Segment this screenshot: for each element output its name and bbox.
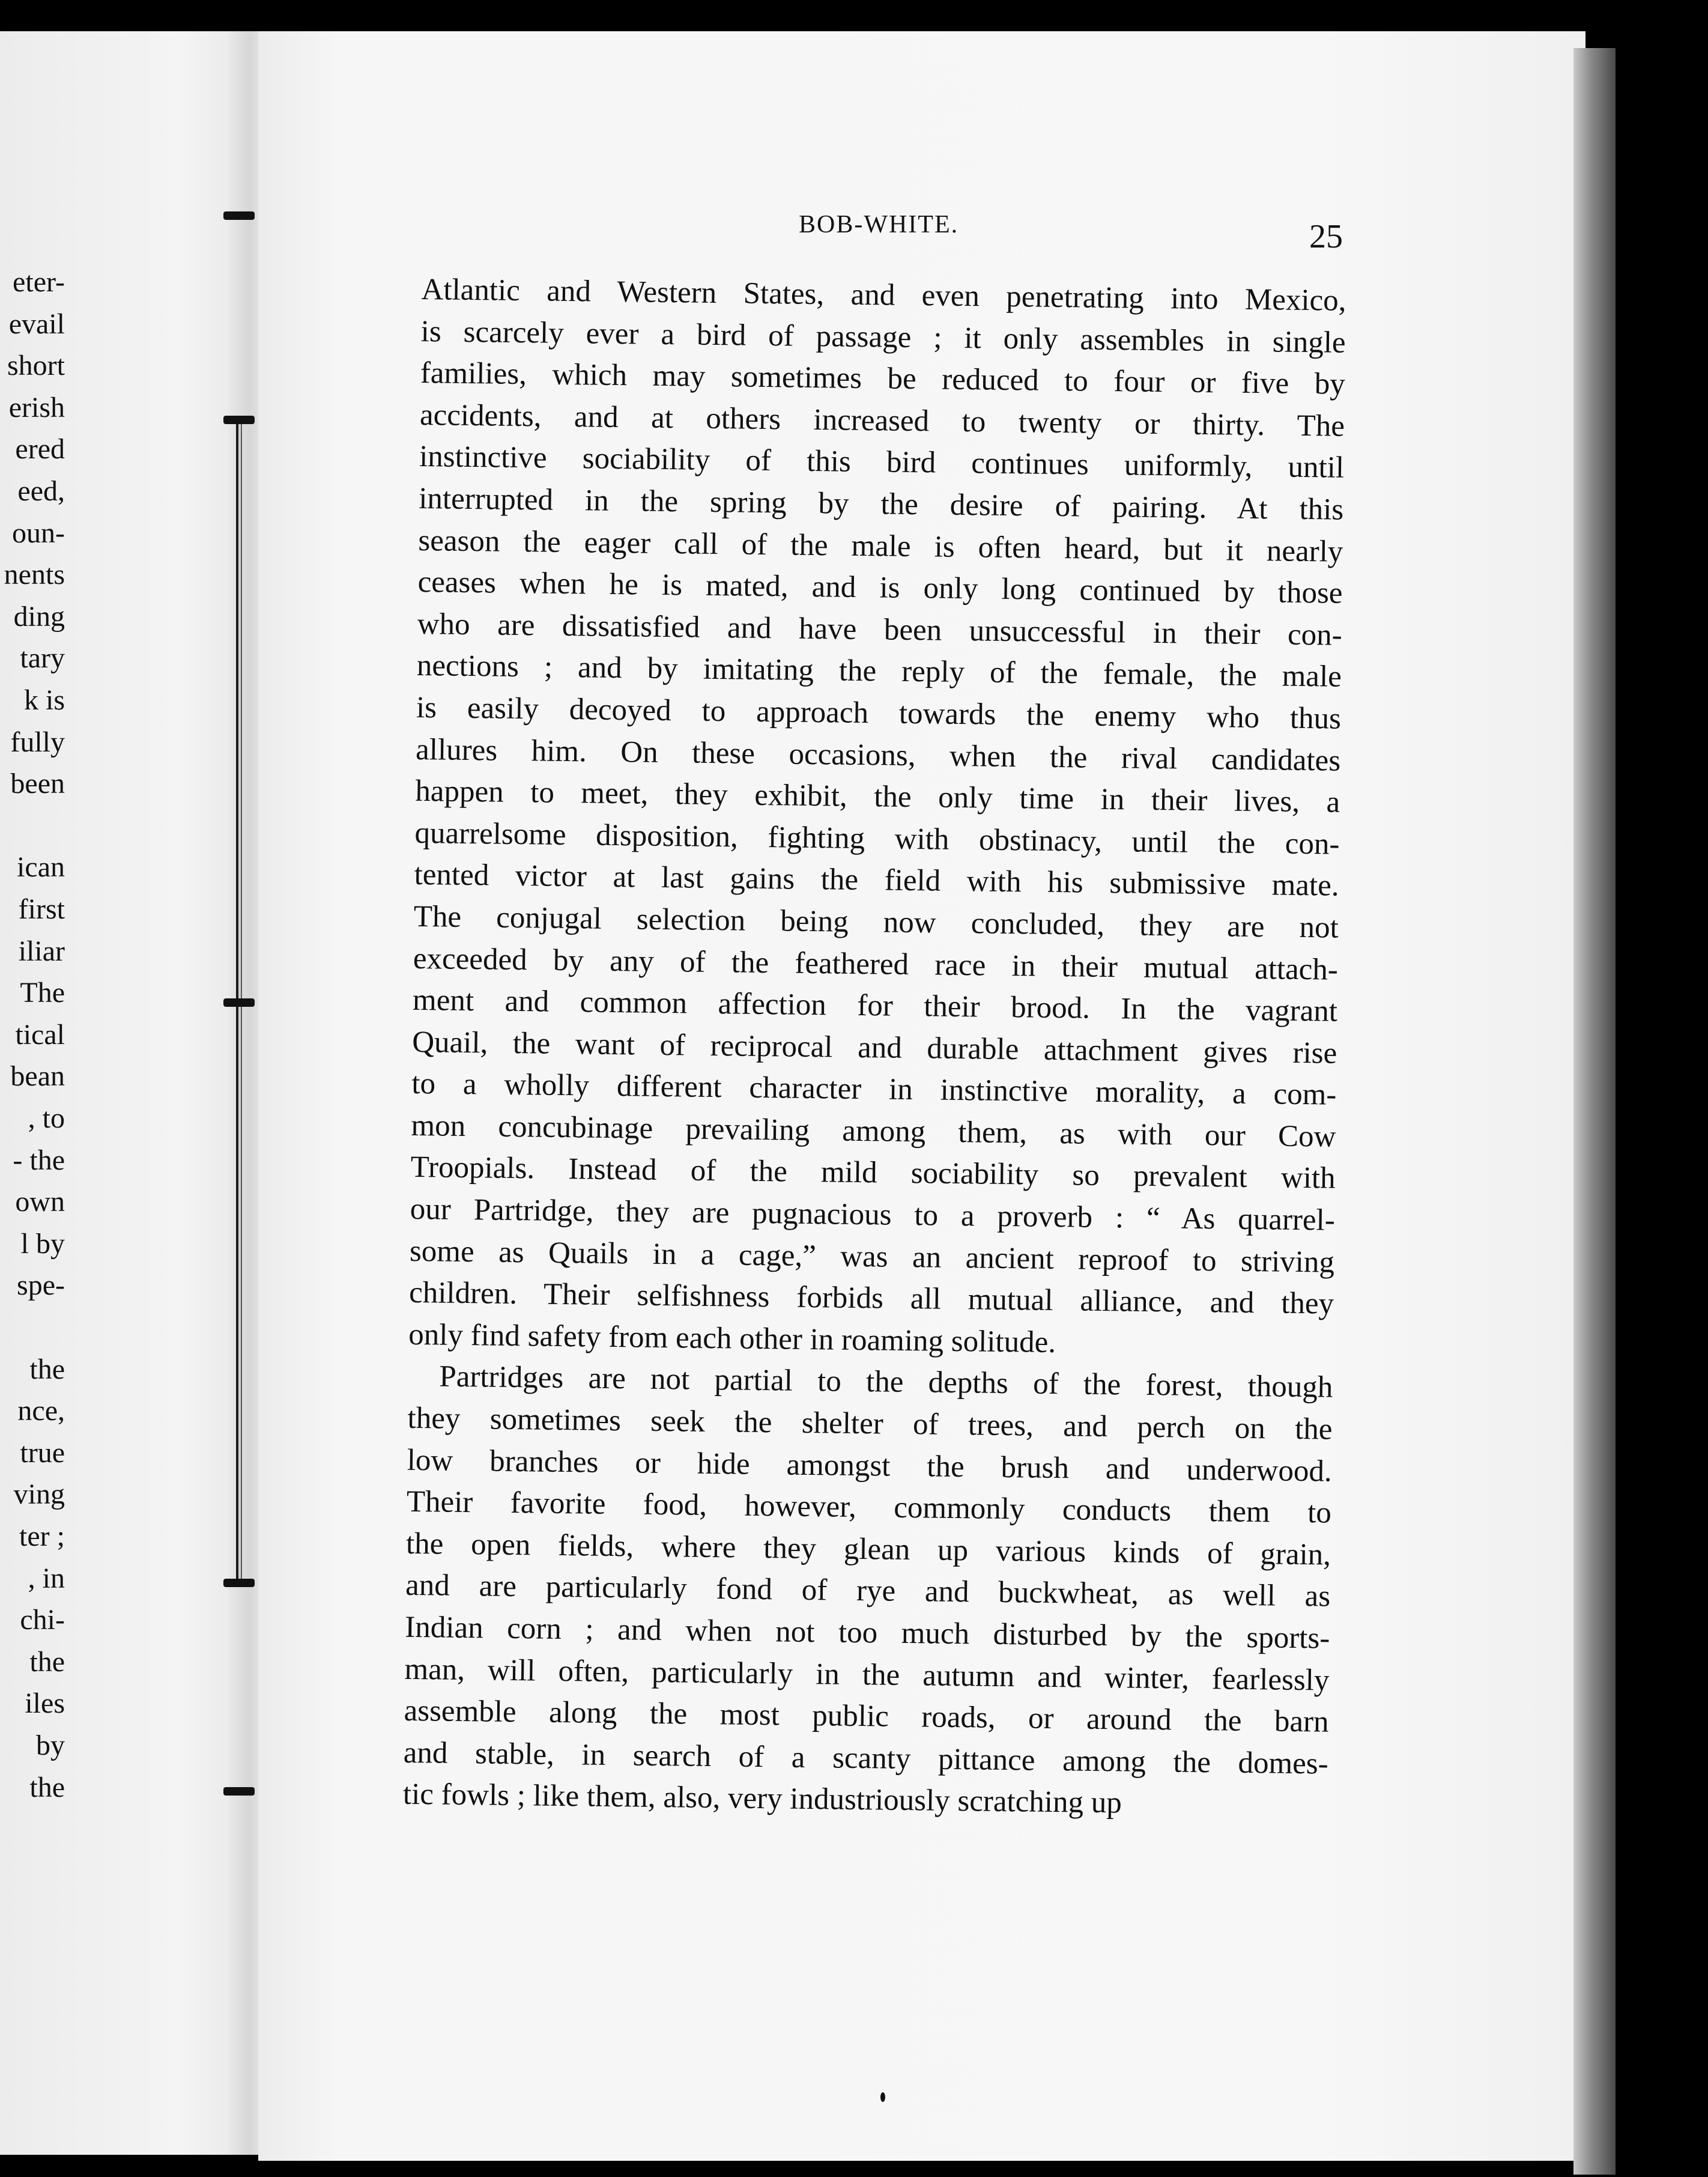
text-line: mon concubinage prevailing among them, as with our Cow	[411, 1108, 1336, 1154]
left-page-fragment: the	[29, 1771, 65, 1803]
left-page-fragment: erish	[8, 391, 65, 424]
left-page-fragment: l by	[20, 1227, 65, 1260]
text-line: our Partridge, they are pugnacious to a proverb : “ As quarrel-	[410, 1192, 1336, 1237]
left-page-fragment: , in	[28, 1562, 65, 1594]
left-page-fragment: bean	[10, 1060, 65, 1093]
text-line: who are dissatisfied and have been unsuccessful in their con-	[417, 607, 1343, 652]
text-line: quarrelsome disposition, fighting with obstinacy, until the con-	[414, 816, 1340, 861]
left-page-fragment: k is	[23, 684, 65, 716]
left-page-fragment: own	[15, 1186, 65, 1218]
left-page-fragment: by	[36, 1729, 65, 1761]
left-page-fragment: been	[10, 768, 65, 800]
left-page-fragment: nents	[4, 559, 65, 591]
text-line: children. Their selfishness forbids all mutual alliance, and they	[408, 1276, 1334, 1321]
text-line: nections ; and by imitating the reply of the female, the male	[416, 649, 1342, 694]
left-facing-page	[0, 31, 258, 2155]
text-line: tic fowls ; like them, also, very industriously scratching up	[402, 1778, 1122, 1820]
text-line: and are particularly fond of rye and buckwheat, as well as	[405, 1568, 1331, 1614]
left-page-fragment: nce,	[17, 1395, 65, 1427]
page-number: 25	[1309, 218, 1343, 255]
left-page-fragment: oun-	[12, 517, 65, 549]
left-page-fragment: iliar	[18, 935, 65, 967]
text-line: Quail, the want of reciprocal and durable attachment gives rise	[411, 1025, 1337, 1070]
body-text	[403, 269, 1346, 1827]
text-line: ment and common affection for their brood. In the vagrant	[412, 983, 1338, 1028]
left-page-fragment: , to	[28, 1102, 65, 1134]
text-line: assemble along the most public roads, or around the barn	[404, 1694, 1329, 1739]
left-page-fragment: The	[20, 977, 65, 1009]
left-page-fragment: chi-	[20, 1604, 65, 1636]
text-line: tented victor at last gains the field with his submissive mate.	[414, 858, 1339, 903]
text-line: Indian corn ; and when not too much disturbed by the sports-	[405, 1610, 1330, 1656]
text-line: is easily decoyed to approach towards the enemy who thus	[416, 690, 1342, 736]
text-line: season the eager call of the male is often heard, but it nearly	[418, 523, 1343, 569]
text-line: exceeded by any of the feathered race in their mutual attach-	[413, 941, 1339, 987]
left-page-fragment: ving	[13, 1478, 65, 1511]
left-page-fragment: ter ;	[19, 1520, 65, 1552]
text-line: is scarcely ever a bird of passage ; it only assembles in single	[420, 314, 1346, 360]
left-page-fragment: spe-	[17, 1269, 65, 1302]
running-head: BOB-WHITE.	[799, 211, 959, 238]
left-page-text-fragments	[0, 31, 258, 2155]
binding-stitch	[223, 416, 255, 424]
paragraph-2	[403, 1356, 1333, 1827]
text-line: to a wholly different character in instinctive morality, a com-	[411, 1067, 1337, 1112]
left-page-fragment: true	[20, 1436, 65, 1469]
text-line: man, will often, particularly in the autumn and winter, fearlessly	[404, 1652, 1330, 1698]
binding-stitch	[223, 1787, 255, 1796]
ink-speck	[880, 2092, 885, 2102]
page-edge-shadow	[1573, 48, 1616, 2175]
left-page-fragment: eed,	[17, 475, 65, 507]
text-line: families, which may sometimes be reduced to four or five by	[420, 356, 1346, 401]
text-line: accidents, and at others increased to twenty or thirty. The	[419, 398, 1345, 443]
left-page-fragment: iles	[25, 1687, 65, 1720]
text-line: Their favorite food, however, commonly conducts them to	[406, 1485, 1332, 1530]
text-line: Troopials. Instead of the mild sociability so prevalent with	[410, 1150, 1336, 1196]
text-line: The conjugal selection being now concluded, they are not	[413, 899, 1339, 945]
left-page-fragment: the	[29, 1353, 65, 1385]
paragraph-1	[408, 269, 1346, 1367]
text-line: allures him. On these occasions, when the rival candidates	[415, 732, 1341, 778]
binding-stitch	[223, 998, 255, 1007]
left-page-fragment: - the	[13, 1144, 65, 1176]
left-page-fragment: evail	[8, 308, 65, 340]
text-line: and stable, in search of a scanty pittance among the domes-	[403, 1735, 1329, 1781]
left-page-fragment: fully	[10, 726, 65, 758]
text-line: Atlantic and Western States, and even penetrating into Mexico,	[421, 272, 1346, 318]
text-line: they sometimes seek the shelter of trees, and perch on the	[407, 1401, 1333, 1447]
left-page-fragment: the	[29, 1645, 65, 1678]
binding-stitch	[223, 1579, 255, 1587]
text-line: only find safety from each other in roaming solitude.	[408, 1317, 1056, 1359]
left-page-fragment: ered	[15, 433, 65, 466]
text-line: low branches or hide amongst the brush and underwood.	[407, 1443, 1333, 1489]
left-page-fragment: ican	[17, 851, 65, 884]
binding-stitch	[223, 211, 255, 220]
text-line: ceases when he is mated, and is only long continued by those	[417, 565, 1343, 610]
text-line: instinctive sociability of this bird continues uniformly, until	[419, 440, 1345, 485]
text-line: Partridges are not partial to the depths of the forest, though	[439, 1359, 1333, 1405]
text-line: some as Quails in a cage,” was an ancient reproof to striving	[409, 1234, 1335, 1280]
left-page-fragment: tical	[15, 1018, 65, 1051]
left-page-fragment: first	[18, 893, 65, 925]
text-line: happen to meet, they exhibit, the only time in their lives, a	[415, 774, 1340, 819]
text-line: the open fields, where they glean up various kinds of grain,	[405, 1526, 1331, 1572]
left-page-fragment: eter-	[13, 266, 65, 298]
text-line: interrupted in the spring by the desire of pairing. At this	[418, 481, 1344, 527]
left-page-fragment: short	[7, 350, 65, 382]
left-page-fragment: tary	[20, 642, 65, 675]
left-page-fragment: ding	[13, 600, 65, 633]
